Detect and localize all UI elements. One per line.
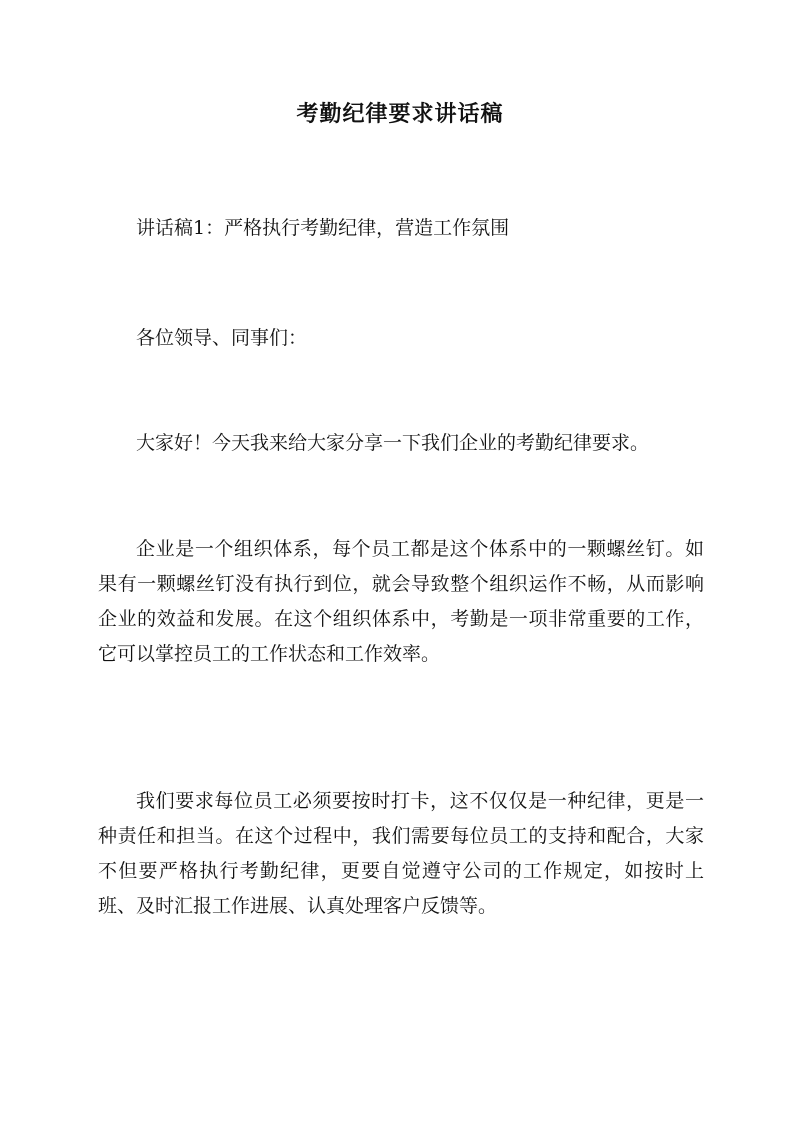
body-paragraph-organization: 企业是一个组织体系，每个员工都是这个体系中的一颗螺丝钉。如果有一颗螺丝钉没有执行到位，就会导致整个组织运作不畅，从而影响企业的效益和发展。在这个组织体系中，考勤是一项非常重要的工作，它可以掌控员工的工作状态和工作效率。 (98, 538, 704, 665)
salutation: 各位领导、同事们： (136, 327, 308, 349)
greeting-paragraph: 大家好！今天我来给大家分享一下我们企业的考勤纪律要求。 (136, 432, 650, 454)
body-paragraph-clock-in: 我们要求每位员工必须要按时打卡，这不仅仅是一种纪律，更是一种责任和担当。在这个过程中，我们需要每位员工的支持和配合，大家不但要严格执行考勤纪律，更要自觉遵守公司的工作规定，如按时上班、及时汇报工作进展、认真处理客户反馈等。 (98, 790, 704, 917)
document-title: 考勤纪律要求讲话稿 (296, 101, 504, 127)
speech-heading: 讲话稿1：严格执行考勤纪律，营造工作氛围 (136, 217, 510, 239)
